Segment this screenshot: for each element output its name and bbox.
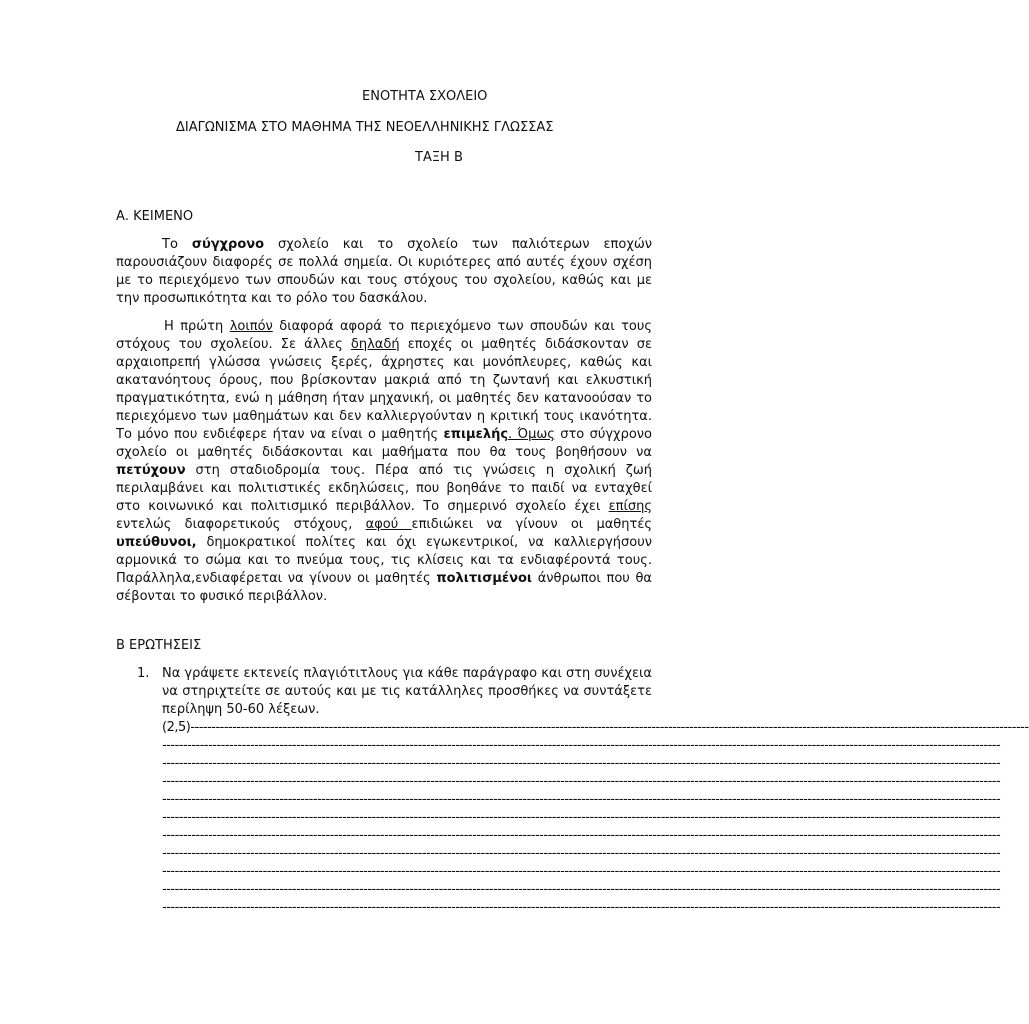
class-label: ΤΑΞΗ Β: [415, 150, 463, 165]
question-points: (2,5): [162, 720, 191, 735]
section-b-heading: Β ΕΡΩΤΗΣΕΙΣ: [116, 638, 202, 653]
underlined-word: επίσης: [608, 499, 652, 514]
emphasis-word: επιμελής: [443, 427, 509, 442]
exam-title: ΔΙΑΓΩΝΙΣΜΑ ΣΤΟ ΜΑΘΗΜΑ ΤΗΣ ΝΕΟΕΛΛΗΝΙΚΗΣ ΓΛΩΣΣΑΣ: [176, 120, 554, 135]
underlined-word: . Όμως: [508, 427, 555, 442]
section-a-heading: Α. ΚΕΙΜΕΝΟ: [116, 209, 194, 224]
underlined-word: δηλαδή: [350, 337, 400, 352]
emphasis-word: σύγχρονο: [191, 237, 265, 252]
underlined-word: λοιπόν: [229, 319, 273, 334]
paragraph-2: Η πρώτη λοιπόν διαφορά αφορά το περιεχόμενο των σπουδών και τους στόχους του σχολείου. Σε άλλες δηλαδή εποχές οι μαθητές διδάσκονταν σε αρχαιοπρεπή γλώσσα γνώσεις ξερές, άχρηστες και μονόπλευρες, καθώς και ακατανόητους όρους, που βρίσκονταν μακριά από τη ζωντανή και ελκυστική πραγματικότητα, ενώ η μάθηση ήταν μηχανική, οι μαθητές δεν κατανοούσαν το περιεχόμενο των μαθημάτων και δεν καλλιεργούνταν η κριτική τους ικανότητα. Το μόνο που ενδιέφερε ήταν να είναι ο μαθητής επιμελής. Όμως στο σύγχρονο σχολείο οι μαθητές διδάσκονται και μαθήματα που θα τους βοηθήσουν να πετύχουν στη σταδιοδρομία τους. Πέρα από τις γνώσεις η σχολική ζωή περιλαμβάνει και πολιτιστικές εκδηλώσεις, που βοηθάνε το παιδί να ενταχθεί στο κοινωνικό και πολιτισμικό περιβάλλον. Το σημερινό σχολείο έχει επίσης εντελώς διαφορετικούς στόχους, αφού επιδιώκει να γίνουν οι μαθητές υπεύθυνοι, δημοκρατικοί πολίτες και όχι εγωκεντρικοί, να καλλιεργήσουν αρμονικά το σώμα και το πνεύμα τους, τις κλίσεις και τα ενδιαφέροντά τους. Παράλληλα,ενδιαφέρεται να γίνουν οι μαθητές πολιτισμένοι άνθρωποι που θα σέβονται το φυσικό περιβάλλον.: [116, 319, 653, 604]
answer-line[interactable]: --------------------------------------------------------------------------------------------------------------------------------------------------------------------------------------------------------: [162, 792, 1001, 807]
emphasis-word: υπεύθυνοι,: [116, 535, 197, 550]
answer-line[interactable]: --------------------------------------------------------------------------------------------------------------------------------------------------------------------------------------------------------: [162, 756, 1001, 771]
question-text: Να γράψετε εκτενείς πλαγιότιτλους για κάθε παράγραφο και στη συνέχεια να στηριχτείτε σε αυτούς και με τις κατάλληλες προσθήκες να συντάξετε περίληψη 50-60 λέξεων.: [162, 666, 652, 717]
answer-line[interactable]: --------------------------------------------------------------------------------------------------------------------------------------------------------------------------------------------------------: [162, 738, 1001, 753]
answer-line[interactable]: --------------------------------------------------------------------------------------------------------------------------------------------------------------------------------------------------------: [162, 774, 1001, 789]
answer-line[interactable]: --------------------------------------------------------------------------------------------------------------------------------------------------------------------------------------------------------: [162, 864, 1001, 879]
emphasis-word: πετύχουν: [116, 463, 186, 478]
answer-line[interactable]: --------------------------------------------------------------------------------------------------------------------------------------------------------------------------------------------------------: [162, 828, 1001, 843]
paragraph-1: Το σύγχρονο σχολείο και το σχολείο των παλιότερων εποχών παρουσιάζουν διαφορές σε πολλά σημεία. Οι κυριότερες από αυτές έχουν σχέση με το περιεχόμενο των σπουδών και τους στόχους του σχολείου, καθώς και με την προσωπικότητα και το ρόλο του δασκάλου.: [116, 237, 652, 306]
answer-line[interactable]: --------------------------------------------------------------------------------------------------------------------------------------------------------------------------------------------------------: [162, 810, 1001, 825]
answer-line[interactable]: --------------------------------------------------------------------------------------------------------------------------------------------------------------------------------------------------------: [162, 900, 1001, 915]
answer-line[interactable]: --------------------------------------------------------------------------------------------------------------------------------------------------------------------------------------------------------: [162, 882, 1001, 897]
question-number: 1.: [137, 666, 150, 681]
underlined-word: αφού: [365, 517, 412, 532]
answer-line[interactable]: --------------------------------------------------------------------------------------------------------------------------------------------------------------------------------------------------------: [162, 846, 1001, 861]
answer-line[interactable]: (2,5)--------------------------------------------------------------------------------------------------------------------------------------------------------------------------------------------------------: [162, 720, 1029, 735]
emphasis-word: πολιτισμένοι: [436, 571, 532, 586]
unit-title: ΕΝΟΤΗΤΑ ΣΧΟΛΕΙΟ: [362, 89, 488, 104]
